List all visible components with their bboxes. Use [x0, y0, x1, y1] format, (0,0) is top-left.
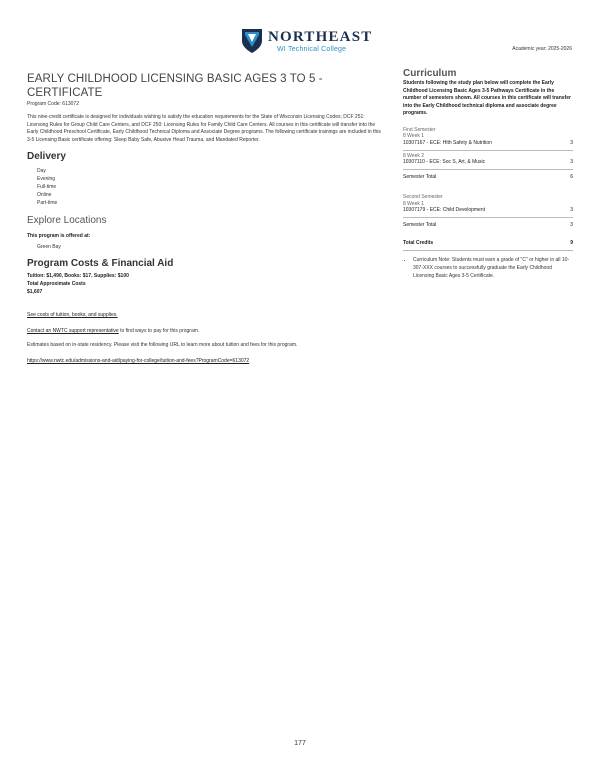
program-title: EARLY CHILDHOOD LICENSING BASIC AGES 3 TO 5 - CERTIFICATE — [27, 73, 323, 99]
curriculum-heading: Curriculum — [403, 68, 457, 79]
course-credits: 3 — [570, 207, 573, 214]
nwtc-logo — [240, 26, 373, 58]
total-costs-label: Total Approximate Costs — [27, 280, 86, 287]
contact-suffix: to find ways to pay for this program. — [118, 328, 200, 335]
semester-total-label: Semester Total — [403, 174, 437, 181]
program-details — [27, 72, 382, 367]
contact-support-link[interactable]: Contact an NWTC support representative — [27, 328, 119, 335]
block-label: 8 Week 1 — [403, 200, 425, 207]
course-credits: 3 — [570, 159, 573, 166]
total-credits-label: Total Credits — [403, 240, 434, 247]
curriculum-note: • Curriculum Note: Students must earn a grade of "C" or higher in all 10-307-XXX courses to successfully graduate the Early Childhood Licensing Basic Ages 3-5 Certificate. — [413, 257, 573, 280]
locations-heading: Explore Locations — [27, 215, 107, 227]
total-costs-value: $1,607 — [27, 288, 43, 295]
cost-breakdown: Tuition: $1,490, Books: $17, Supplies: $100 — [27, 273, 129, 280]
delivery-option: Evening — [37, 176, 56, 183]
academic-year: Academic year: 2025-2026 — [512, 46, 572, 52]
delivery-option: Day — [37, 168, 46, 175]
logo-wordmark: NORTHEAST — [268, 29, 373, 45]
tuition-url-link[interactable]: https://www.nwtc.edu/admissions-and-aid/paying-for-college/tuition-and-fees?ProgramCode=613072 — [27, 358, 250, 365]
delivery-option: Online — [37, 191, 52, 198]
delivery-list — [37, 168, 382, 207]
offered-label: This program is offered at: — [27, 233, 91, 240]
see-costs-link[interactable]: See costs of tuition, books, and supplies. — [27, 312, 118, 319]
program-description: This nine-credit certificate is designed for individuals wishing to satisfy the education requirements for the State of Wisconsin Licensing Codes; DCF 251: Licensing Rules for Group Child Care Centers, and DCF 250: Licensing Rules for Family Child Care Centers. All courses in this certificate will transfer into the Early Childhood Preschool Certificate, Early Childhood Technical Diploma and Associate Degree programs. The following certificate trainings are included in this 3-5 Licensing Basic certificate offering: Sleep Baby Safe, Abusive Head Trauma, and Mandated Reporter. — [27, 114, 381, 143]
curriculum-panel — [403, 68, 573, 280]
semester-second — [403, 194, 573, 229]
delivery-option: Full-time — [37, 183, 57, 190]
semester-first — [403, 127, 573, 182]
course-row — [403, 140, 573, 147]
semester-label: Second Semester — [403, 194, 443, 201]
total-credits-value: 9 — [570, 240, 573, 247]
course-credits: 3 — [570, 139, 573, 146]
program-code: Program Code: 613072 — [27, 101, 79, 107]
semester-total-value: 6 — [570, 174, 573, 181]
course-name: 10307179 - ECE: Child Development — [403, 207, 485, 214]
course-name: 10307110 - ECE: Soc S, Art, & Music — [403, 159, 486, 166]
delivery-heading: Delivery — [27, 151, 66, 163]
course-row — [403, 159, 573, 166]
semester-total-label: Semester Total — [403, 222, 437, 229]
curriculum-notes — [403, 257, 573, 280]
semester-total-row — [403, 174, 573, 181]
logo-subtitle: WI Technical College — [277, 46, 347, 53]
semester-total-row — [403, 222, 573, 229]
estimate-text: Estimates based on in-state residency. Please visit the following URL to learn more about tuition and fees for this program. — [27, 341, 298, 348]
delivery-option: Part-time — [37, 199, 58, 206]
divider — [403, 169, 573, 170]
divider — [403, 150, 573, 151]
course-name: 10307167 - ECE: Hlth Safety & Nutrition — [403, 139, 492, 146]
total-credits-row — [403, 240, 573, 247]
curriculum-intro: Students following the study plan below will complete the Early Childhood Licensing Basic Ages 3-5 Pathways Certificate in the number of semesters shown. All courses in this certificate will transfer into the Early Childhood technical diploma and associate degree programs. — [403, 80, 571, 117]
semester-label: First Semester — [403, 126, 436, 133]
block-label: 8 Week 2 — [403, 152, 425, 159]
location-item: Green Bay — [37, 244, 61, 251]
contact-line — [27, 328, 382, 336]
page-number: 177 — [294, 740, 306, 747]
course-row — [403, 207, 573, 214]
block-label: 8 Week 1 — [403, 133, 425, 140]
costs-heading: Program Costs & Financial Aid — [27, 258, 174, 270]
divider — [403, 250, 573, 251]
divider — [403, 217, 573, 218]
semester-total-value: 3 — [570, 222, 573, 229]
shield-logo-icon — [240, 27, 264, 55]
